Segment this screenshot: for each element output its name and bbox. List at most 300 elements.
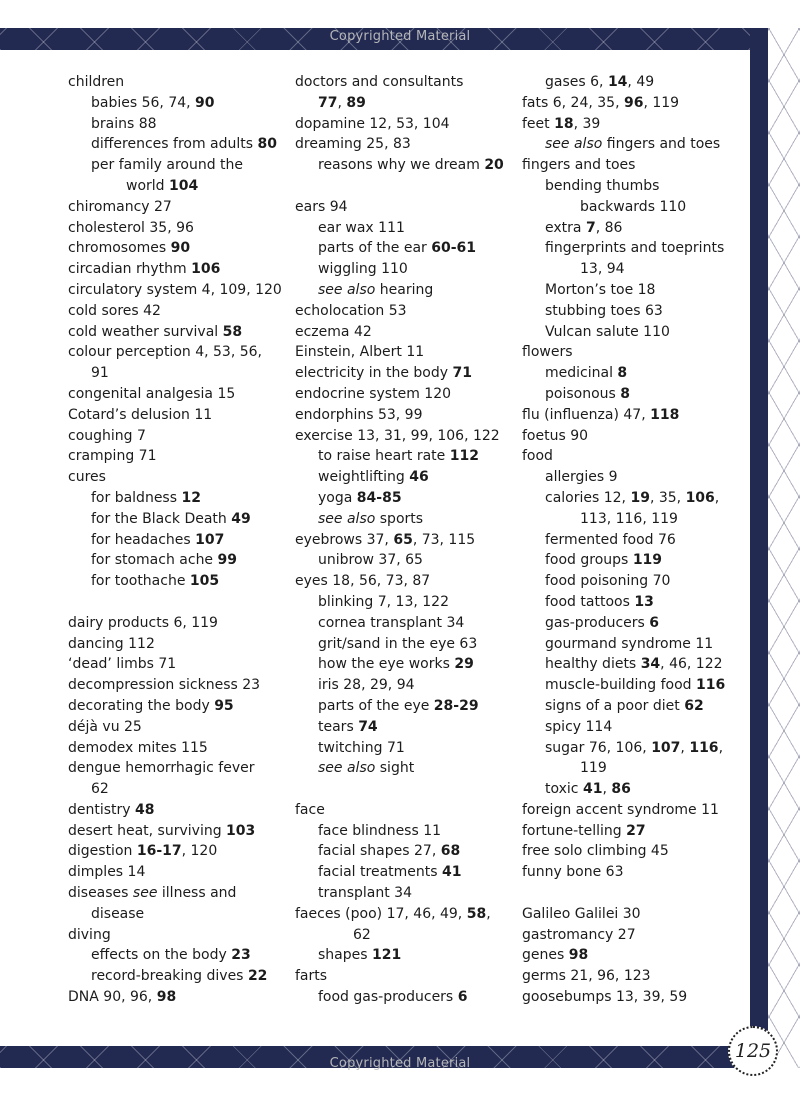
index-text: wiggling 110 — [318, 261, 408, 278]
index-column-2 — [295, 72, 520, 1008]
index-entry — [522, 800, 747, 821]
index-subentry — [68, 779, 293, 800]
index-text: decorating the body — [68, 697, 215, 714]
index-text: cold sores 42 — [68, 302, 161, 319]
index-subentry — [295, 696, 520, 717]
index-text: iris 28, 29, 94 — [318, 677, 415, 694]
index-text: fingers and toes — [522, 157, 636, 174]
index-subentry — [522, 280, 747, 301]
index-entry — [68, 925, 293, 946]
index-text: food groups — [545, 552, 633, 569]
index-spacer — [295, 176, 520, 197]
index-text: 49 — [231, 510, 251, 527]
index-text: Cotard’s delusion 11 — [68, 406, 213, 423]
index-entry — [68, 883, 293, 904]
index-text: 6 — [649, 614, 660, 631]
index-subentry — [295, 155, 520, 176]
index-text: spicy 114 — [545, 718, 613, 735]
index-text: effects on the body — [91, 947, 232, 964]
index-text: diving — [68, 926, 111, 943]
index-text: endocrine system 120 — [295, 385, 452, 402]
index-text: cold weather survival — [68, 323, 223, 340]
index-text: 48 — [135, 801, 155, 818]
index-text: face blindness 11 — [318, 822, 442, 839]
index-text: food tattoos — [545, 593, 635, 610]
index-text: echolocation 53 — [295, 302, 407, 319]
index-text: see also — [318, 760, 376, 777]
index-subentry — [295, 467, 520, 488]
index-text: , — [680, 739, 690, 756]
index-spacer — [522, 883, 747, 904]
index-subentry — [522, 738, 747, 759]
index-text: 99 — [217, 552, 237, 569]
index-text: disease — [91, 905, 145, 922]
index-text: to raise heart rate — [318, 448, 450, 465]
index-text: facial shapes 27, — [318, 843, 441, 860]
index-text: world — [126, 177, 169, 194]
index-text: 62 — [91, 781, 109, 798]
index-text: 34 — [640, 656, 661, 673]
index-text: food — [522, 448, 553, 465]
index-subentry — [522, 717, 747, 738]
index-text: weightlifting — [318, 469, 410, 486]
index-subentry — [68, 904, 293, 925]
right-pattern-margin — [768, 28, 800, 1068]
index-entry — [295, 72, 520, 93]
index-entry — [295, 114, 520, 135]
index-text: 106 — [685, 489, 715, 506]
index-text: 74 — [358, 718, 378, 735]
index-text: germs 21, 96, 123 — [522, 968, 651, 985]
index-entry — [522, 966, 747, 987]
index-text: 12 — [181, 489, 201, 506]
index-entry — [68, 987, 293, 1008]
index-text: food gas-producers — [318, 989, 458, 1006]
index-text: 18 — [554, 115, 574, 132]
index-text: see also — [545, 136, 603, 153]
index-text: dairy products 6, 119 — [68, 614, 218, 631]
index-entry — [522, 945, 747, 966]
index-entry — [68, 634, 293, 655]
index-subentry — [295, 592, 520, 613]
index-text: eczema 42 — [295, 323, 372, 340]
index-spacer — [68, 592, 293, 613]
index-entry — [522, 841, 747, 862]
index-text: chromosomes — [68, 240, 171, 257]
index-text: dengue hemorrhagic fever — [68, 760, 255, 777]
index-entry — [68, 238, 293, 259]
index-text: hearing — [375, 281, 434, 298]
index-text: coughing 7 — [68, 427, 146, 444]
index-text: poisonous — [545, 385, 621, 402]
index-text: gastromancy 27 — [522, 926, 636, 943]
index-entry — [68, 259, 293, 280]
index-text: , 120 — [181, 843, 218, 860]
index-text: free solo climbing 45 — [522, 843, 669, 860]
index-text: electricity in the body — [295, 365, 453, 382]
index-subentry — [295, 821, 520, 842]
index-text: 104 — [169, 177, 199, 194]
watermark-top: Copyrighted Material — [329, 29, 471, 44]
index-text: , 119 — [643, 94, 680, 111]
index-subentry — [522, 509, 747, 530]
index-entry — [68, 384, 293, 405]
page-number: 125 — [728, 1026, 778, 1076]
index-subentry — [68, 530, 293, 551]
index-text: gourmand syndrome 11 — [545, 635, 714, 652]
index-text: 20 — [484, 157, 504, 174]
index-entry — [68, 696, 293, 717]
index-entry — [522, 155, 747, 176]
index-text: for toothache — [91, 573, 190, 590]
index-subentry — [68, 571, 293, 592]
index-text: food poisoning 70 — [545, 573, 671, 590]
index-text: parts of the eye — [318, 697, 434, 714]
index-text: blinking 7, 13, 122 — [318, 593, 449, 610]
index-text: feet — [522, 115, 555, 132]
index-text: 107 — [195, 531, 225, 548]
index-entry — [522, 821, 747, 842]
index-entry — [68, 654, 293, 675]
index-text: 112 — [449, 448, 479, 465]
index-subentry — [522, 530, 747, 551]
index-text: how the eye works — [318, 656, 455, 673]
index-subentry — [522, 571, 747, 592]
index-text: medicinal — [545, 365, 618, 382]
index-entry — [522, 93, 747, 114]
index-subentry — [295, 259, 520, 280]
index-subentry — [522, 322, 747, 343]
index-text: per family around the — [91, 157, 244, 174]
index-subentry — [68, 93, 293, 114]
index-text: cramping 71 — [68, 448, 157, 465]
index-subentry — [522, 592, 747, 613]
index-text: 90 — [170, 240, 191, 257]
index-subentry — [522, 238, 747, 259]
index-text: , 86 — [595, 219, 623, 236]
index-entry — [68, 197, 293, 218]
index-text: 13 — [634, 593, 654, 610]
index-subentry — [295, 238, 520, 259]
index-subentry — [295, 862, 520, 883]
index-text: funny bone 63 — [522, 864, 624, 881]
index-column-3 — [522, 72, 747, 1008]
index-spacer — [295, 779, 520, 800]
index-text: , 46, 122 — [660, 656, 723, 673]
index-text: 103 — [226, 822, 256, 839]
index-subentry — [295, 654, 520, 675]
index-text: sight — [375, 760, 415, 777]
index-text: 107 — [651, 739, 681, 756]
index-subentry — [295, 446, 520, 467]
index-text: colour perception 4, 53, 56, — [68, 344, 262, 361]
index-entry — [522, 904, 747, 925]
index-entry — [522, 405, 747, 426]
index-text: cornea transplant 34 — [318, 614, 465, 631]
index-entry — [295, 904, 520, 925]
index-entry — [295, 134, 520, 155]
index-text: decompression sickness 23 — [68, 677, 261, 694]
index-text: face — [295, 801, 325, 818]
index-text: , — [486, 905, 491, 922]
index-subentry — [295, 987, 520, 1008]
index-text: 6 — [457, 989, 468, 1006]
index-text: differences from adults — [91, 136, 258, 153]
index-text: allergies 9 — [545, 469, 618, 486]
index-entry — [295, 342, 520, 363]
index-subentry — [68, 966, 293, 987]
index-entry — [295, 363, 520, 384]
index-text: desert heat, surviving — [68, 822, 227, 839]
index-subentry — [295, 841, 520, 862]
index-text: for baldness — [91, 489, 182, 506]
index-text: 86 — [611, 781, 631, 798]
index-text: DNA 90, 96, — [68, 989, 157, 1006]
index-entry — [295, 530, 520, 551]
index-entry — [295, 301, 520, 322]
index-text: fermented food 76 — [545, 531, 676, 548]
index-text: 41 — [442, 864, 462, 881]
index-text: see — [132, 885, 158, 902]
index-entry — [522, 987, 747, 1008]
index-text: 28-29 — [433, 697, 479, 714]
index-text: 58 — [222, 323, 243, 340]
index-text: ears 94 — [295, 198, 348, 215]
index-subentry — [522, 613, 747, 634]
index-entry — [68, 841, 293, 862]
index-text: gas-producers — [545, 614, 650, 631]
index-subentry — [295, 550, 520, 571]
index-subentry — [295, 675, 520, 696]
index-subentry — [522, 654, 747, 675]
index-text: 91 — [91, 365, 109, 382]
index-text: , 73, 115 — [412, 531, 476, 548]
index-subentry — [522, 550, 747, 571]
index-subentry — [295, 613, 520, 634]
index-text: , — [337, 94, 347, 111]
index-text: 105 — [189, 573, 220, 590]
index-text: fingers and toes — [602, 136, 721, 153]
index-subentry — [295, 509, 520, 530]
index-text: chiromancy 27 — [68, 198, 172, 215]
index-subentry — [522, 197, 747, 218]
index-text: transplant 34 — [318, 885, 412, 902]
index-text: unibrow 37, 65 — [318, 552, 423, 569]
index-entry — [295, 384, 520, 405]
index-text: 8 — [620, 385, 631, 402]
index-text: 71 — [452, 365, 472, 382]
index-text: fortune-telling — [522, 822, 627, 839]
index-entry — [68, 467, 293, 488]
index-text: 7 — [585, 219, 596, 236]
index-text: 68 — [440, 843, 461, 860]
index-text: 22 — [247, 968, 268, 985]
index-subentry — [522, 696, 747, 717]
index-text: farts — [295, 968, 328, 985]
index-text: dopamine 12, 53, 104 — [295, 115, 450, 132]
index-entry — [68, 717, 293, 738]
index-text: twitching 71 — [318, 739, 405, 756]
index-text: flu (influenza) 47, — [522, 406, 651, 423]
index-text: Einstein, Albert 11 — [295, 344, 425, 361]
index-subentry — [295, 634, 520, 655]
index-text: 119 — [632, 552, 663, 569]
index-entry — [68, 738, 293, 759]
index-text: illness and — [157, 885, 237, 902]
index-text: 116 — [689, 739, 719, 756]
index-text: 58 — [466, 905, 487, 922]
index-entry — [68, 280, 293, 301]
index-text: circadian rhythm — [68, 261, 192, 278]
index-subentry — [522, 488, 747, 509]
index-text: 95 — [214, 697, 234, 714]
index-text: see also — [318, 510, 376, 527]
index-subentry — [68, 114, 293, 135]
index-entry — [68, 758, 293, 779]
index-text: grit/sand in the eye 63 — [318, 635, 478, 652]
index-entry — [68, 446, 293, 467]
index-column-1 — [68, 72, 293, 1008]
index-subentry — [522, 176, 747, 197]
index-text: fingerprints and toeprints — [545, 240, 725, 257]
index-entry — [68, 405, 293, 426]
index-text: 98 — [156, 989, 177, 1006]
index-entry — [68, 218, 293, 239]
index-subentry — [295, 925, 520, 946]
index-subentry — [295, 488, 520, 509]
index-text: goosebumps 13, 39, 59 — [522, 989, 688, 1006]
index-text: , 39 — [573, 115, 601, 132]
index-text: 106 — [191, 261, 221, 278]
index-text: dreaming 25, 83 — [295, 136, 411, 153]
index-subentry — [522, 259, 747, 280]
index-text: demodex mites 115 — [68, 739, 208, 756]
index-text: foreign accent syndrome 11 — [522, 801, 719, 818]
index-text: children — [68, 74, 125, 90]
index-text: 118 — [650, 406, 680, 423]
index-text: genes — [522, 947, 569, 964]
index-text: babies 56, 74, — [91, 94, 196, 111]
index-entry — [68, 322, 293, 343]
index-text: calories 12, — [545, 489, 631, 506]
index-text: toxic — [545, 781, 583, 798]
index-subentry — [522, 301, 747, 322]
index-text: eyebrows 37, — [295, 531, 394, 548]
index-entry — [522, 446, 747, 467]
index-text: sugar 76, 106, — [545, 739, 652, 756]
index-text: parts of the ear — [318, 240, 432, 257]
index-subentry — [522, 779, 747, 800]
index-text: eyes 18, 56, 73, 87 — [295, 573, 431, 590]
index-text: ear wax 111 — [318, 219, 405, 236]
index-text: gases 6, — [545, 74, 608, 90]
index-text: congenital analgesia 15 — [68, 385, 236, 402]
index-text: record-breaking dives — [91, 968, 248, 985]
index-text: faeces (poo) 17, 46, 49, — [295, 905, 467, 922]
index-subentry — [295, 93, 520, 114]
index-text: , — [602, 781, 612, 798]
index-subentry — [295, 945, 520, 966]
index-text: 96 — [623, 94, 644, 111]
index-entry — [68, 862, 293, 883]
index-text: , — [714, 489, 720, 506]
index-text: Vulcan salute 110 — [545, 323, 670, 340]
index-subentry — [295, 738, 520, 759]
index-subentry — [522, 675, 747, 696]
index-text: 65 — [393, 531, 413, 548]
index-entry — [522, 862, 747, 883]
index-subentry — [522, 467, 747, 488]
index-subentry — [522, 134, 747, 155]
index-text: stubbing toes 63 — [545, 302, 663, 319]
index-text: ‘dead’ limbs 71 — [68, 656, 177, 673]
index-text: 23 — [231, 947, 251, 964]
index-text: 113, 116, 119 — [580, 510, 678, 527]
index-text: , 35, — [649, 489, 686, 506]
index-text: healthy diets — [545, 656, 641, 673]
index-text: signs of a poor diet — [545, 697, 685, 714]
index-entry — [68, 800, 293, 821]
index-text: 62 — [353, 926, 371, 943]
index-subentry — [522, 363, 747, 384]
index-subentry — [295, 280, 520, 301]
index-subentry — [68, 155, 293, 176]
index-text: 8 — [617, 365, 628, 382]
index-subentry — [68, 176, 293, 197]
index-subentry — [68, 509, 293, 530]
index-text: reasons why we dream — [318, 157, 485, 174]
index-text: , 49 — [627, 74, 655, 90]
index-text: bending thumbs — [545, 177, 660, 194]
index-entry — [68, 613, 293, 634]
index-entry — [522, 925, 747, 946]
index-text: digestion — [68, 843, 137, 860]
index-text: Galileo Galilei 30 — [522, 905, 641, 922]
index-text: doctors and consultants — [295, 74, 464, 90]
index-text: brains 88 — [91, 115, 157, 132]
index-entry — [295, 197, 520, 218]
index-subentry — [68, 488, 293, 509]
index-text: 16-17 — [136, 843, 182, 860]
index-entry — [295, 966, 520, 987]
index-entry — [522, 426, 747, 447]
index-text: cures — [68, 469, 106, 486]
index-entry — [295, 322, 520, 343]
index-text: for headaches — [91, 531, 196, 548]
index-text: 62 — [684, 697, 704, 714]
index-subentry — [295, 758, 520, 779]
index-text: 60-61 — [431, 240, 477, 257]
index-text: exercise 13, 31, 99, 106, 122 — [295, 427, 500, 444]
index-subentry — [68, 134, 293, 155]
index-entry — [68, 821, 293, 842]
index-text: diseases — [68, 885, 133, 902]
index-text: 46 — [409, 469, 429, 486]
watermark-bottom: Copyrighted Material — [329, 1056, 471, 1071]
index-entry — [68, 426, 293, 447]
index-text: muscle-building food — [545, 677, 696, 694]
right-border-bar — [750, 28, 768, 1068]
index-text: 90 — [195, 94, 215, 111]
index-text: yoga — [318, 489, 357, 506]
index-text: cholesterol 35, 96 — [68, 219, 194, 236]
index-subentry — [295, 717, 520, 738]
index-text: , — [718, 739, 724, 756]
index-text: shapes — [318, 947, 372, 964]
index-text: Morton’s toe 18 — [545, 281, 656, 298]
index-text: see also — [318, 281, 376, 298]
index-entry — [295, 405, 520, 426]
